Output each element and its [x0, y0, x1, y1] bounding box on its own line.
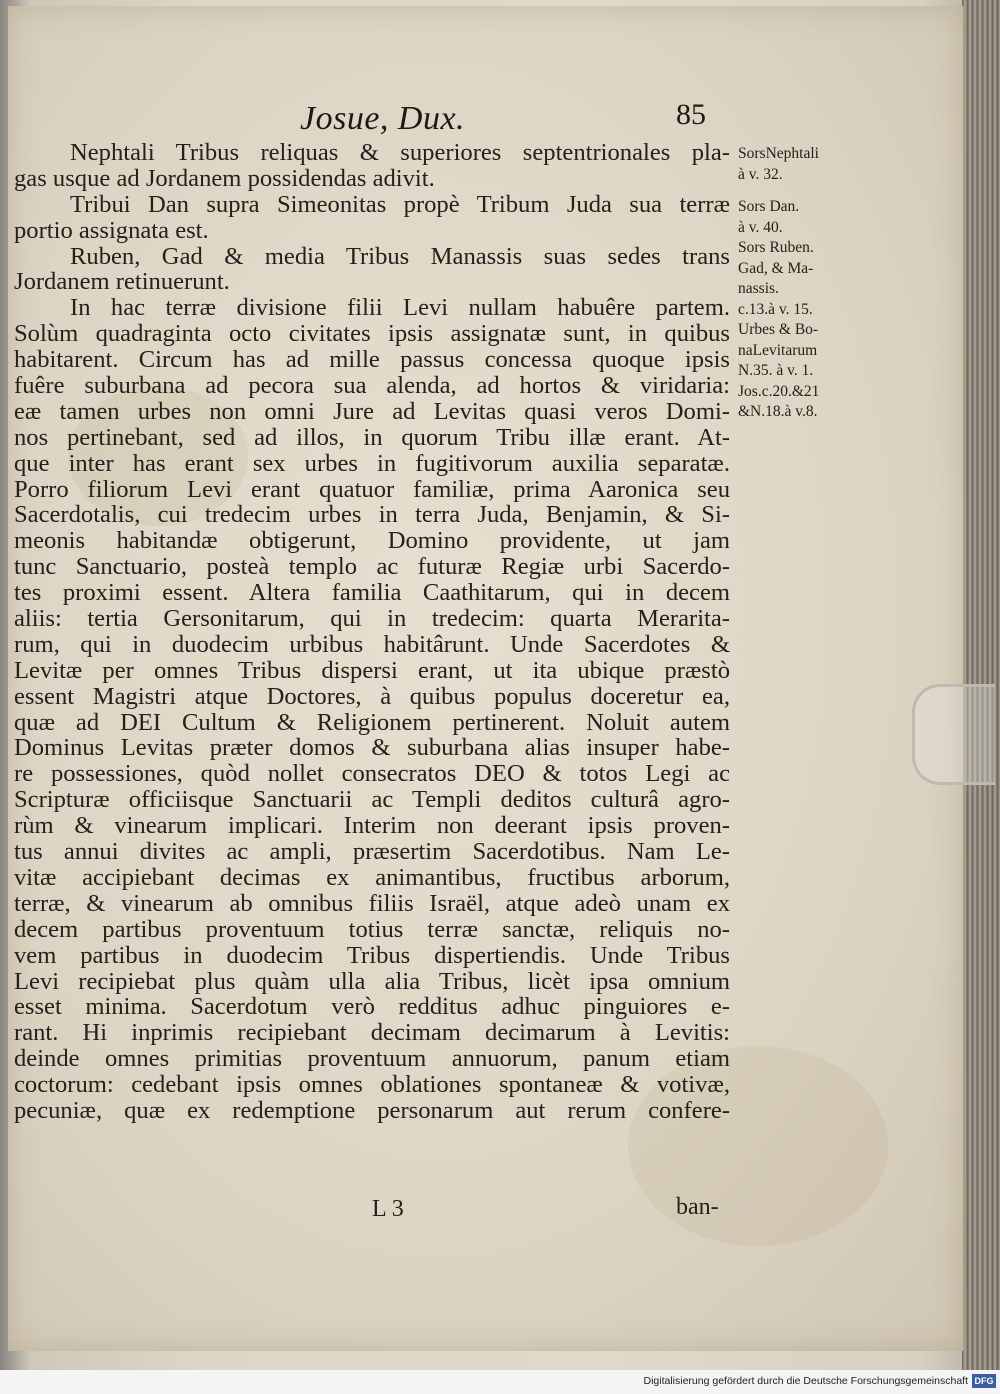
text-line: In hac terræ divisione filii Levi nullam habuêre partem. [70, 295, 730, 322]
text-line: Levi recipiebat plus quàm ulla alia Tribus, licèt ipsa omnium [14, 968, 730, 995]
margin-note: Sors Dan. [738, 198, 800, 215]
text-line: Dominus Levitas præter domos & suburbana alias insuper habe- [14, 735, 730, 762]
text-line: decem partibus proventuum totius terræ sanctæ, reliquis no- [14, 916, 730, 943]
text-line: portio assignata est. [14, 217, 209, 244]
text-line: Tribui Dan supra Simeonitas propè Tribum Juda sua terræ [70, 191, 730, 218]
page-header [0, 96, 960, 146]
text-line: eæ tamen urbes non omni Jure ad Levitas quasi veros Domi- [14, 398, 730, 425]
margin-note: Jos.c.20.&21 [738, 382, 820, 400]
text-line: vitæ accipiebant decimas ex animantibus, fructibus arborum, [14, 864, 730, 891]
signature-mark: L 3 [372, 1196, 404, 1222]
margin-note: c.13.à v. 15. [738, 300, 813, 318]
text-line: Nephtali Tribus reliquas & superiores septentrionales pla- [70, 140, 730, 166]
text-line: nos pertinebant, sed ad illos, in quorum Tribu illæ erant. At- [14, 424, 730, 451]
text-line: meonis habitandæ obtigerunt, Domino providente, ut jam [14, 528, 730, 555]
margin-note: &N.18.à v.8. [738, 403, 818, 420]
text-line: coctorum: cedebant ipsis omnes oblationes spontaneæ & votivæ, [14, 1072, 730, 1098]
text-line: rùm & vinearum implicari. Interim non deerant ipsis proven- [14, 813, 730, 840]
main-text-block [14, 140, 730, 1124]
text-line: essent Magistri atque Doctores, à quibus populus doceretur ea, [14, 683, 730, 710]
catchword: ban- [676, 1194, 719, 1220]
text-line: deinde omnes primitias proventuum annuorum, panum etiam [14, 1046, 730, 1073]
margin-note: à v. 40. [738, 218, 783, 236]
text-line: que inter has erant sex urbes in fugitivorum auxilia separatæ. [14, 450, 730, 477]
text-line: esset minima. Sacerdotum verò redditus adhuc pinguiores e- [14, 994, 730, 1021]
text-line: Levitæ per omnes Tribus dispersi erant, ut ita ubique præstò [14, 657, 730, 684]
text-line: rant. Hi inprimis recipiebant decimam decimarum à Levitis: [14, 1020, 730, 1047]
margin-note: naLevitarum [738, 341, 818, 359]
text-line: rum, qui in duodecim urbibus habitârunt. Unde Sacerdotes & [14, 631, 730, 658]
text-line: gas usque ad Jordanem possidendas adivit. [14, 165, 435, 192]
text-line: re possessiones, quòd nollet consecratos DEO & totos Legi ac [14, 761, 730, 788]
text-line: habitarent. Circum has ad mille passus concessa quoque ipsis [14, 347, 730, 374]
margin-note: N.35. à v. 1. [738, 362, 814, 379]
margin-note: Gad, & Ma- [738, 259, 814, 277]
text-line: pecuniæ, quæ ex redemptione personarum aut rerum confere- [14, 1097, 730, 1124]
margin-note: à v. 32. [738, 165, 783, 183]
text-line: Jordanem retinuerunt. [14, 269, 230, 296]
text-line: quæ ad DEI Cultum & Religionem pertinerent. Noluit autem [14, 709, 730, 736]
margin-note: SorsNephtali [738, 145, 819, 162]
margin-note: Urbes & Bo- [738, 321, 819, 338]
running-head: Josue, Dux. [300, 100, 466, 137]
page-number: 85 [676, 98, 706, 131]
text-line: Ruben, Gad & media Tribus Manassis suas sedes trans [70, 243, 730, 270]
text-line: terræ, & vinearum ab omnibus filiis Israël, atque adeò unam ex [14, 890, 730, 917]
text-line: fuêre suburbana ad pecora sua alenda, ad hortos & viridaria: [14, 373, 730, 399]
text-line: Porro filiorum Levi erant quatuor familiæ, prima Aaronica seu [14, 476, 730, 503]
text-line: tunc Sanctuario, posteà templo ac futuræ Regiæ urbi Sacerdo- [14, 554, 730, 581]
text-line: tus annui divites ac ampli, præsertim Sacerdotibus. Nam Le- [14, 839, 730, 865]
text-line: tes proximi essent. Altera familia Caathitarum, qui in decem [14, 580, 730, 607]
footer-credit: Digitalisierung gefördert durch die Deutsche Forschungsgemeinschaft [643, 1375, 968, 1387]
text-line: aliis: tertia Gersonitarum, qui in tredecim: quarta Merarita- [14, 606, 730, 632]
margin-note: Sors Ruben. [738, 239, 814, 256]
page-clip [912, 684, 995, 785]
margin-notes [738, 144, 878, 423]
footer-bar [0, 1370, 1000, 1394]
text-line: Sacerdotalis, cui tredecim urbes in terra Juda, Benjamin, & Si- [14, 502, 730, 529]
margin-note: nassis. [738, 280, 779, 297]
text-line: Solùm quadraginta octo civitates ipsis assignatæ sunt, in quibus [14, 321, 730, 348]
text-line: Scripturæ officiisque Sanctuarii ac Templi deditos culturâ agro- [14, 787, 730, 814]
dfg-logo-icon: DFG [972, 1374, 996, 1388]
text-line: vem partibus in duodecim Tribus dispertiendis. Unde Tribus [14, 942, 730, 969]
